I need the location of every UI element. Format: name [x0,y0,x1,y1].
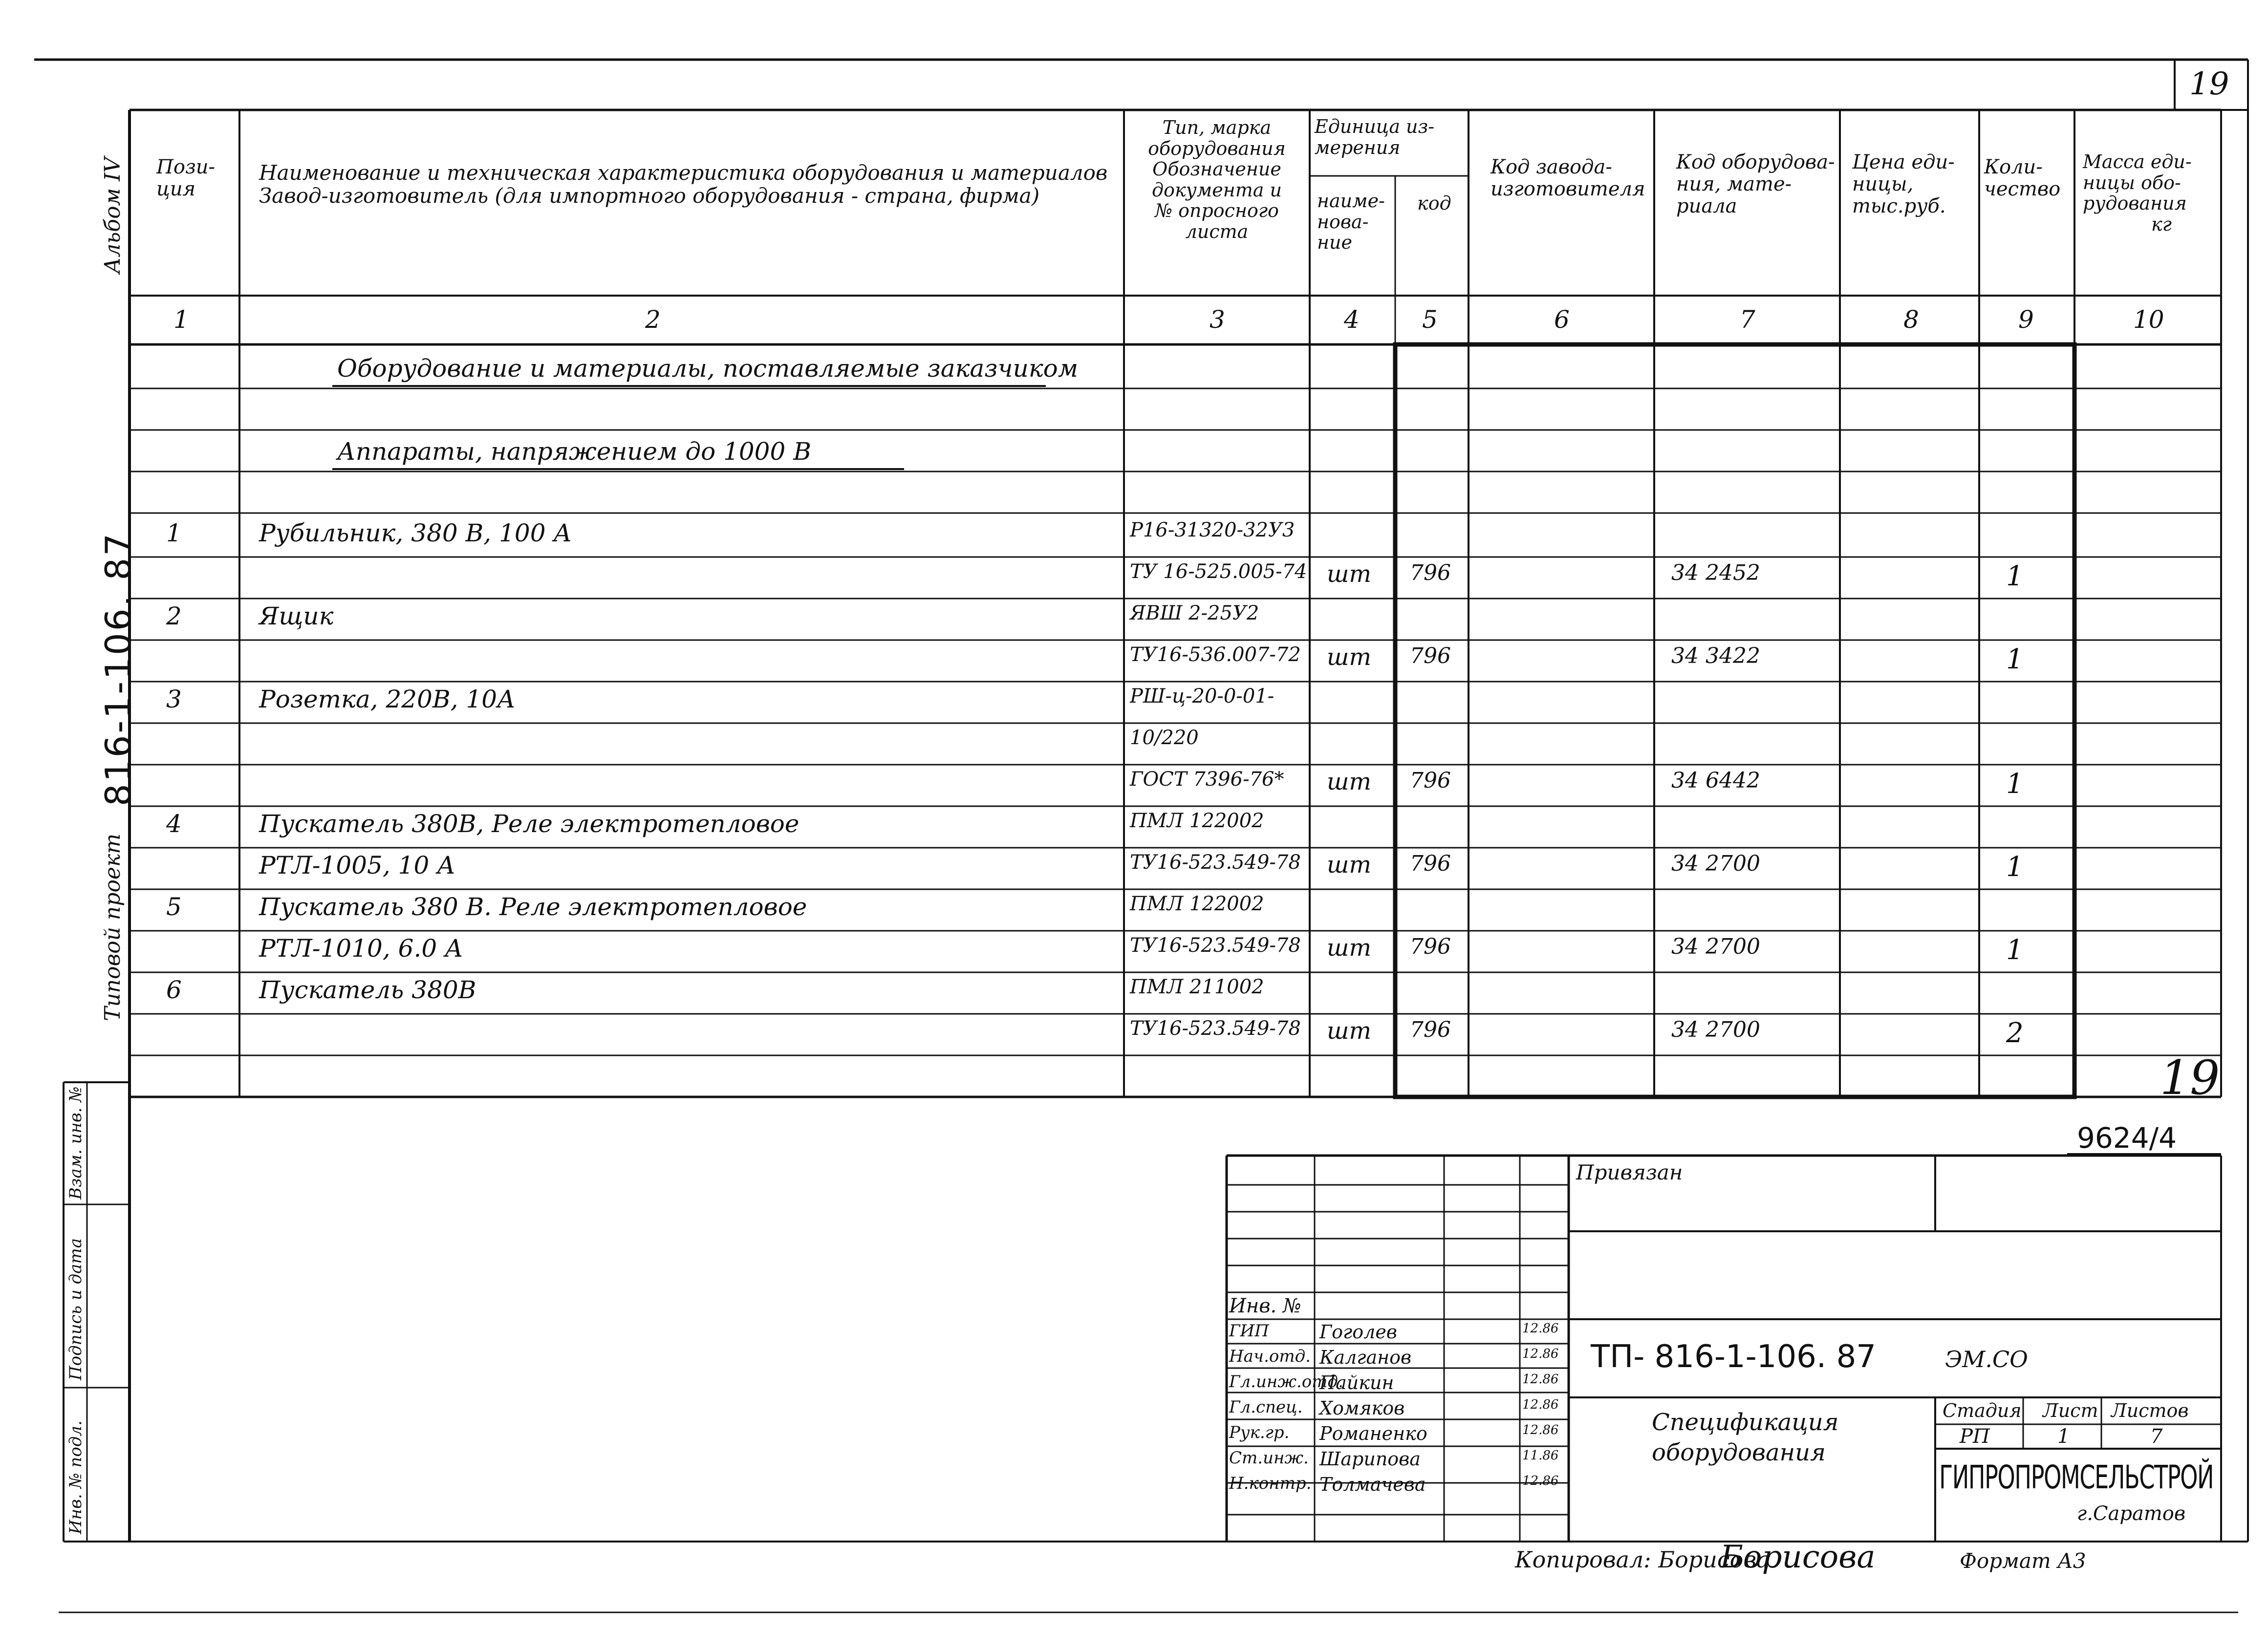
row-type: ТУ16-536.007-72 [1130,643,1301,666]
row-unit: шт [1327,560,1371,588]
stamp-role: ГИП [1229,1321,1269,1341]
stamp-role: Н.контр. [1229,1474,1312,1493]
row-type: ТУ16-523.549-78 [1130,851,1301,874]
stamp-name: Пайкин [1319,1372,1394,1393]
row-name: РТЛ-1010, 6.0 А [259,934,463,963]
header-unit-code: код [1417,193,1451,214]
col-number: 4 [1344,305,1360,334]
row-name: Ящик [259,602,334,630]
page-mark: 19 [2160,1050,2220,1105]
col-number: 2 [645,305,661,334]
row-unit: шт [1327,768,1371,795]
row-name: Розетка, 220В, 10А [259,685,516,713]
header-material-code: Код оборудова- ния, мате- риала [1676,151,1835,217]
row-name: Пускатель 380 В. Реле электротепловое [259,893,807,921]
row-qty: 1 [2006,851,2024,883]
section-heading: Аппараты, напряжением до 1000 В [337,437,811,466]
archive-number: 9624/4 [2077,1121,2177,1155]
listov-value: 7 [2150,1425,2163,1448]
row-code: 796 [1410,851,1451,876]
side-project-label: Типовой проект [100,834,125,1021]
section-heading: Оборудование и материалы, поставляемые заказчиком [337,354,1079,383]
document-code: ТП- 816-1-106. 87 [1591,1339,1876,1375]
row-name: Пускатель 380В [259,976,476,1004]
row-qty: 1 [2006,768,2024,800]
stamp-date: 12.86 [1522,1423,1559,1437]
header-name: Наименование и техническая характеристика оборудования и материалов Завод-изготовитель (для импортного оборудования - страна, фирма) [259,161,1108,208]
row-mat: 34 2700 [1671,851,1760,876]
header-quantity: Коли- чество [1984,156,2061,200]
stamp-date: 12.86 [1522,1321,1559,1336]
stamp-name: Шарипова [1319,1448,1421,1470]
stamp-role: Нач.отд. [1229,1347,1311,1366]
row-code: 796 [1410,560,1451,585]
col-number: 1 [173,305,189,334]
inventory-label: Инв. № [1229,1295,1301,1317]
row-qty: 2 [2006,1017,2024,1049]
row-type: РШ-ц-20-0-01- [1130,685,1274,707]
side-stamp-signature: Подпись и дата [66,1238,86,1380]
document-title: Спецификация оборудования [1652,1409,1839,1467]
col-number: 6 [1554,305,1570,334]
col-number: 10 [2133,305,2164,334]
header-mass: Масса еди- ницы обо- рудования кг [2083,151,2192,235]
row-type: ТУ 16-525.005-74 [1130,560,1307,583]
row-pos: 1 [166,519,182,547]
stamp-date: 12.86 [1522,1397,1559,1412]
row-qty: 1 [2006,934,2024,966]
stamp-role: Гл.инж.отд. [1229,1372,1343,1392]
row-pos: 3 [166,685,182,713]
row-name: Пускатель 380В, Реле электротепловое [259,810,799,838]
stamp-role: Ст.инж. [1229,1448,1309,1468]
city: г.Саратов [2077,1502,2186,1525]
row-type: 10/220 [1130,727,1199,749]
row-qty: 1 [2006,560,2024,592]
row-pos: 2 [166,602,182,630]
row-mat: 34 2452 [1671,560,1760,585]
format-label: Формат А3 [1960,1549,2086,1573]
row-mat: 34 2700 [1671,1017,1760,1042]
header-position: Пози- ция [156,156,216,200]
privyazan-label: Привязан [1576,1160,1683,1184]
stadia-label: Стадия [1943,1400,2022,1421]
row-mat: 34 2700 [1671,934,1760,959]
header-type: Тип, марка оборудования Обозначение документа и № опросного листа [1148,117,1286,242]
stamp-date: 12.86 [1522,1474,1559,1488]
row-mat: 34 3422 [1671,643,1760,668]
row-type: ЯВШ 2-25У2 [1130,602,1259,624]
stamp-name: Гоголев [1319,1321,1397,1343]
row-unit: шт [1327,934,1371,962]
header-unit: Единица из- мерения [1315,116,1435,158]
row-qty: 1 [2006,643,2024,675]
row-pos: 4 [166,810,182,838]
row-type: ТУ16-523.549-78 [1130,934,1301,957]
stamp-name: Хомяков [1319,1397,1405,1419]
document-mark: ЭМ.СО [1945,1346,2028,1372]
stamp-name: Калганов [1319,1347,1412,1368]
col-number: 5 [1422,305,1438,334]
col-number: 9 [2018,305,2034,334]
side-project-code: 816-1-106. 87 [98,531,139,806]
col-number: 3 [1210,305,1225,334]
row-name: РТЛ-1005, 10 А [259,851,456,879]
stamp-role: Гл.спец. [1229,1397,1303,1417]
copied-by: Копировал: Борисова [1515,1546,1770,1573]
row-mat: 34 6442 [1671,768,1760,793]
side-stamp-inventory: Инв. № подл. [66,1420,86,1534]
row-type: ПМЛ 211002 [1130,976,1264,998]
row-code: 796 [1410,1017,1451,1042]
row-pos: 6 [166,976,182,1004]
stamp-name: Толмачева [1319,1474,1426,1495]
row-unit: шт [1327,1017,1371,1045]
row-code: 796 [1410,643,1451,668]
row-type: ТУ16-523.549-78 [1130,1017,1301,1040]
stamp-date: 12.86 [1522,1347,1559,1361]
row-type: ГОСТ 7396-76* [1130,768,1284,791]
sheet-number: 19 [2189,66,2229,102]
side-stamp-replaced: Взам. инв. № [66,1086,86,1200]
row-code: 796 [1410,768,1451,793]
row-unit: шт [1327,643,1371,671]
listov-label: Листов [2111,1400,2189,1421]
col-number: 8 [1903,305,1919,334]
row-unit: шт [1327,851,1371,879]
stamp-date: 12.86 [1522,1372,1559,1387]
header-unit-name: наиме- нова- ние [1317,190,1385,254]
row-code: 796 [1410,934,1451,959]
copied-signature: Борисова [1720,1539,1876,1575]
stamp-name: Романенко [1319,1423,1427,1444]
row-type: ПМЛ 122002 [1130,810,1264,832]
album-label: Альбом IV [100,157,125,274]
list-label: Лист [2043,1400,2098,1421]
stamp-role: Рук.гр. [1229,1423,1290,1442]
row-pos: 5 [166,893,182,921]
row-type: Р16-31320-32У3 [1130,519,1295,541]
organization: ГИПРОПРОМСЕЛЬСТРОЙ [1939,1458,2214,1496]
row-type: ПМЛ 122002 [1130,893,1264,915]
col-number: 7 [1740,305,1755,334]
row-name: Рубильник, 380 В, 100 А [259,519,572,547]
stadia-value: РП [1960,1425,1990,1448]
header-factory-code: Код завода- изготовителя [1490,156,1645,200]
list-value: 1 [2057,1425,2070,1448]
stamp-date: 11.86 [1522,1448,1559,1463]
header-price: Цена еди- ницы, тыс.руб. [1852,151,1955,217]
